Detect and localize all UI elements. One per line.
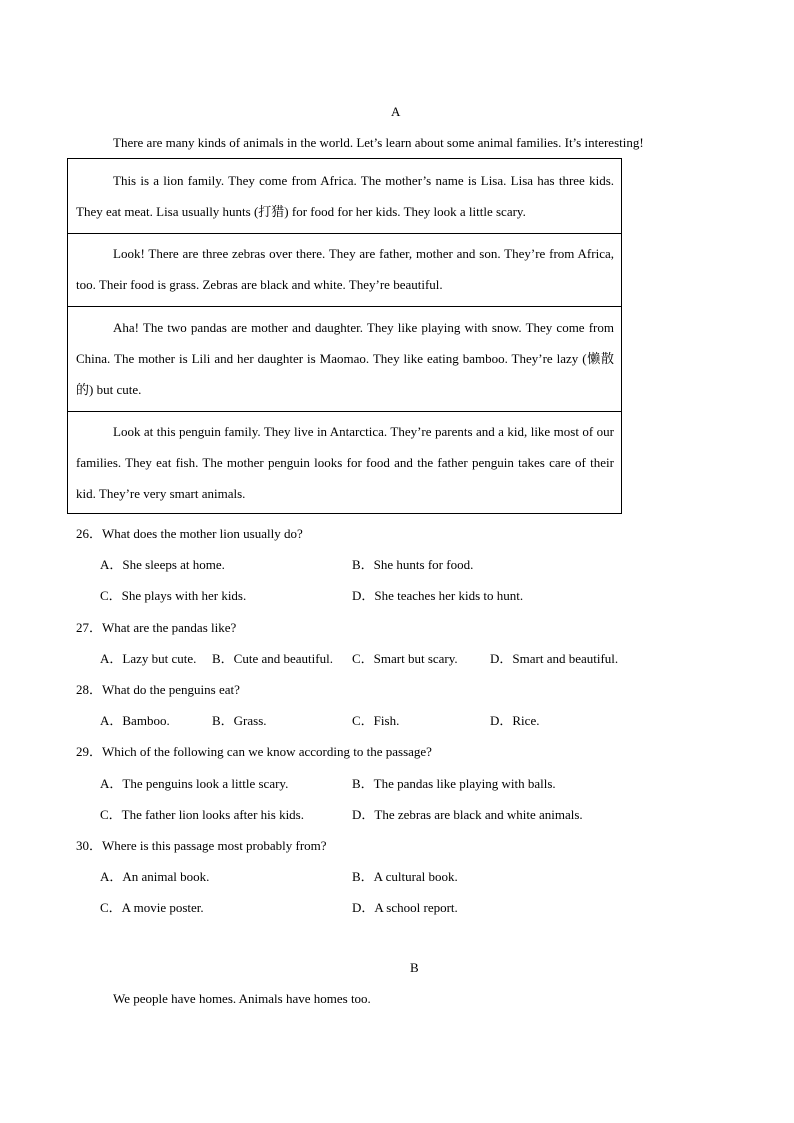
- question-30: 30．Where is this passage most probably from?: [76, 838, 327, 853]
- option-30-c[interactable]: C．A movie poster.: [100, 900, 204, 915]
- option-30-d[interactable]: D．A school report.: [352, 900, 458, 915]
- option-28-d[interactable]: D．Rice.: [490, 713, 540, 728]
- option-29-b[interactable]: B．The pandas like playing with balls.: [352, 776, 556, 791]
- option-28-b[interactable]: B．Grass.: [212, 713, 267, 728]
- passage-box: [67, 158, 622, 514]
- option-30-a[interactable]: A．An animal book.: [100, 869, 210, 884]
- option-27-c[interactable]: C．Smart but scary.: [352, 651, 458, 666]
- divider: [68, 233, 621, 234]
- option-27-b[interactable]: B．Cute and beautiful.: [212, 651, 333, 666]
- option-27-d[interactable]: D．Smart and beautiful.: [490, 651, 619, 666]
- question-28: 28．What do the penguins eat?: [76, 682, 240, 697]
- section-a-intro: There are many kinds of animals in the world. Let’s learn about some animal families. It’s interesting!: [113, 135, 644, 150]
- divider: [68, 306, 621, 307]
- option-30-b[interactable]: B．A cultural book.: [352, 869, 458, 884]
- option-29-a[interactable]: A．The penguins look a little scary.: [100, 776, 289, 791]
- question-29: 29．Which of the following can we know according to the passage?: [76, 744, 432, 759]
- option-26-a[interactable]: A．She sleeps at home.: [100, 557, 225, 572]
- option-29-d[interactable]: D．The zebras are black and white animals.: [352, 807, 583, 822]
- question-26: 26．What does the mother lion usually do?: [76, 526, 303, 541]
- option-26-c[interactable]: C．She plays with her kids.: [100, 588, 247, 603]
- option-27-a[interactable]: A．Lazy but cute.: [100, 651, 197, 666]
- passage-penguin: Look at this penguin family. They live in Antarctica. They’re parents and a kid, like most of our families. They eat fish. The mother penguin looks for food and the father penguin takes care of their kid. They’re very smart animals.: [76, 424, 614, 501]
- option-29-c[interactable]: C．The father lion looks after his kids.: [100, 807, 304, 822]
- option-28-c[interactable]: C．Fish.: [352, 713, 400, 728]
- question-27: 27．What are the pandas like?: [76, 620, 237, 635]
- section-a-label: A: [391, 104, 401, 119]
- option-26-d[interactable]: D．She teaches her kids to hunt.: [352, 588, 524, 603]
- passage-lion: This is a lion family. They come from Africa. The mother’s name is Lisa. Lisa has three kids. They eat meat. Lisa usually hunts (打猎) for food for her kids. They look a little scary.: [76, 173, 614, 219]
- option-26-b[interactable]: B．She hunts for food.: [352, 557, 474, 572]
- passage-zebra: Look! There are three zebras over there. They are father, mother and son. They’re from Africa, too. Their food is grass. Zebras are black and white. They’re beautiful.: [76, 246, 614, 292]
- section-b-intro: We people have homes. Animals have homes too.: [113, 991, 371, 1006]
- divider: [68, 411, 621, 412]
- section-b-label: B: [410, 960, 419, 975]
- option-28-a[interactable]: A．Bamboo.: [100, 713, 170, 728]
- passage-panda: Aha! The two pandas are mother and daughter. They like playing with snow. They come from China. The mother is Lili and her daughter is Maomao. They like eating bamboo. They’re lazy (懒散的) but cute.: [76, 320, 614, 397]
